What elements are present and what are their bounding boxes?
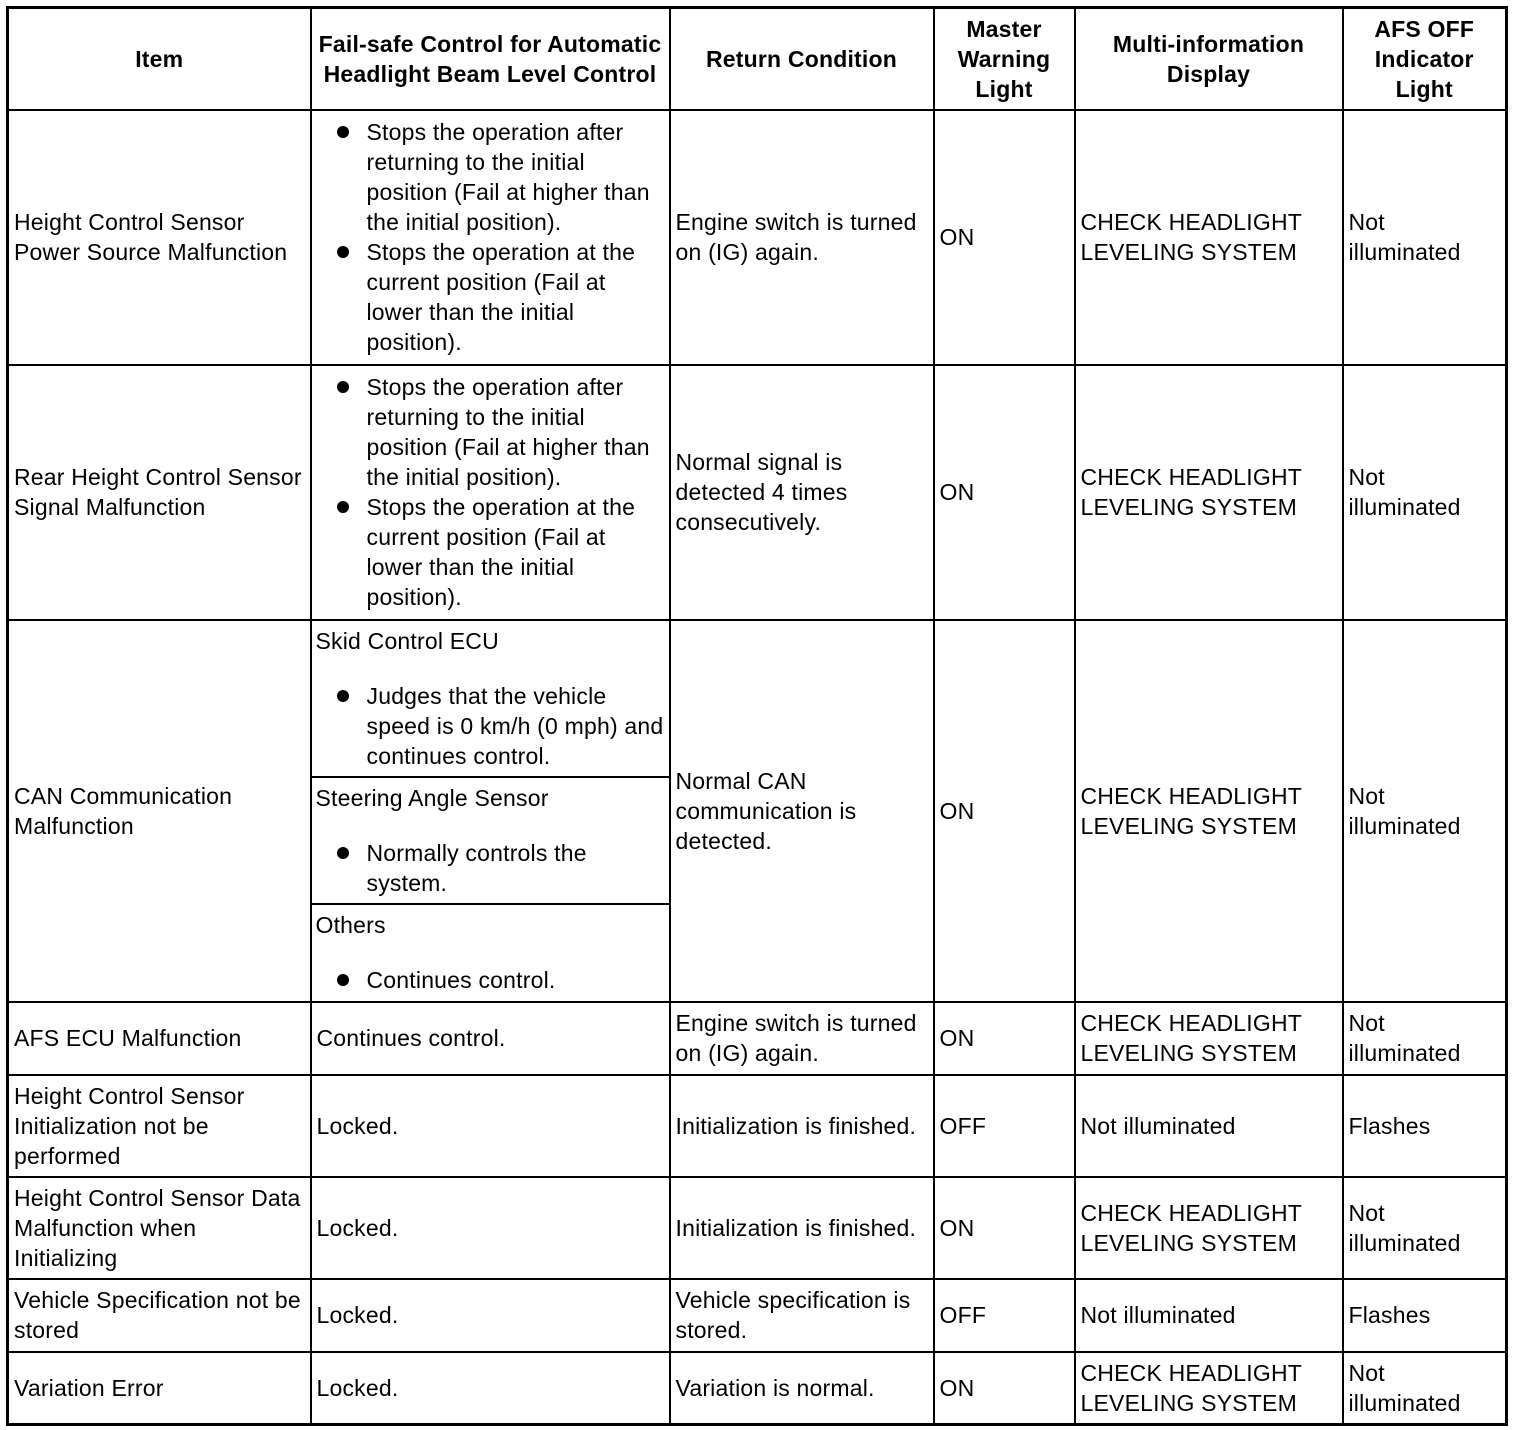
return-condition-cell: Initialization is finished. (670, 1177, 934, 1279)
failsafe-subcell (311, 904, 670, 1002)
item-cell: AFS ECU Malfunction (8, 1002, 311, 1075)
failsafe-table (6, 6, 1508, 1426)
table-row (8, 620, 1507, 777)
failsafe-bullet: Stops the operation at the current position (Fail at lower than the initial position). (316, 492, 665, 612)
failsafe-subtitle: Steering Angle Sensor (315, 784, 549, 811)
return-condition-cell: Normal CAN communication is detected. (670, 620, 934, 1002)
failsafe-bullet-list (316, 965, 665, 995)
master-warning-cell: OFF (934, 1075, 1075, 1177)
multi-info-display-cell: CHECK HEADLIGHT LEVELING SYSTEM (1075, 365, 1343, 620)
table-row (8, 110, 1507, 365)
item-cell: Height Control Sensor Initialization not be performed (8, 1075, 311, 1177)
master-warning-cell: ON (934, 1177, 1075, 1279)
header-row (8, 8, 1507, 110)
table-row (8, 1352, 1507, 1425)
return-condition-cell: Normal signal is detected 4 times consecutively. (670, 365, 934, 620)
failsafe-bullet-list (316, 838, 665, 898)
item-cell: Variation Error (8, 1352, 311, 1425)
return-condition-cell: Vehicle specification is stored. (670, 1279, 934, 1352)
afs-indicator-cell: Not illuminated (1343, 1352, 1507, 1425)
header-afs-off-indicator-light: AFS OFF Indicator Light (1343, 8, 1507, 110)
afs-indicator-cell: Not illuminated (1343, 1002, 1507, 1075)
multi-info-display-cell: Not illuminated (1075, 1279, 1343, 1352)
failsafe-cell: Locked. (311, 1279, 670, 1352)
header-master-warning-light: Master Warning Light (934, 8, 1075, 110)
master-warning-cell: ON (934, 620, 1075, 1002)
failsafe-cell: Locked. (311, 1352, 670, 1425)
header-multi-information-display: Multi-information Display (1075, 8, 1343, 110)
header-item: Item (8, 8, 311, 110)
failsafe-subtitle: Skid Control ECU (315, 627, 499, 654)
failsafe-subtitle: Others (315, 911, 386, 938)
afs-indicator-cell: Flashes (1343, 1279, 1507, 1352)
table-row (8, 1002, 1507, 1075)
table-row (8, 1177, 1507, 1279)
table-row (8, 365, 1507, 620)
failsafe-bullet: Stops the operation after returning to the initial position (Fail at higher than the initial position). (316, 372, 665, 492)
multi-info-display-cell: CHECK HEADLIGHT LEVELING SYSTEM (1075, 1352, 1343, 1425)
master-warning-cell: ON (934, 1002, 1075, 1075)
afs-indicator-cell: Not illuminated (1343, 365, 1507, 620)
failsafe-cell: Locked. (311, 1177, 670, 1279)
item-cell: Vehicle Specification not be stored (8, 1279, 311, 1352)
afs-indicator-cell: Flashes (1343, 1075, 1507, 1177)
multi-info-display-cell: Not illuminated (1075, 1075, 1343, 1177)
failsafe-bullet-list (316, 372, 665, 612)
failsafe-cell (311, 365, 670, 620)
afs-indicator-cell: Not illuminated (1343, 620, 1507, 1002)
multi-info-display-cell: CHECK HEADLIGHT LEVELING SYSTEM (1075, 620, 1343, 1002)
return-condition-cell: Initialization is finished. (670, 1075, 934, 1177)
failsafe-bullet-list (316, 117, 665, 357)
multi-info-display-cell: CHECK HEADLIGHT LEVELING SYSTEM (1075, 1002, 1343, 1075)
header-return-condition: Return Condition (670, 8, 934, 110)
return-condition-cell: Variation is normal. (670, 1352, 934, 1425)
table-row (8, 1279, 1507, 1352)
failsafe-subcell (311, 620, 670, 777)
afs-indicator-cell: Not illuminated (1343, 1177, 1507, 1279)
failsafe-bullet: Continues control. (316, 965, 665, 995)
afs-indicator-cell: Not illuminated (1343, 110, 1507, 365)
failsafe-cell: Continues control. (311, 1002, 670, 1075)
master-warning-cell: ON (934, 1352, 1075, 1425)
failsafe-cell (311, 110, 670, 365)
return-condition-cell: Engine switch is turned on (IG) again. (670, 110, 934, 365)
table-row (8, 1075, 1507, 1177)
master-warning-cell: ON (934, 110, 1075, 365)
multi-info-display-cell: CHECK HEADLIGHT LEVELING SYSTEM (1075, 110, 1343, 365)
item-cell: Rear Height Control Sensor Signal Malfunction (8, 365, 311, 620)
failsafe-bullet: Normally controls the system. (316, 838, 665, 898)
failsafe-subcell (311, 777, 670, 904)
failsafe-bullet: Stops the operation at the current position (Fail at lower than the initial position). (316, 237, 665, 357)
item-cell: CAN Communication Malfunction (8, 620, 311, 1002)
failsafe-cell: Locked. (311, 1075, 670, 1177)
master-warning-cell: ON (934, 365, 1075, 620)
failsafe-bullet: Stops the operation after returning to the initial position (Fail at higher than the initial position). (316, 117, 665, 237)
item-cell: Height Control Sensor Data Malfunction when Initializing (8, 1177, 311, 1279)
failsafe-bullet-list (316, 681, 665, 771)
item-cell: Height Control Sensor Power Source Malfunction (8, 110, 311, 365)
failsafe-bullet: Judges that the vehicle speed is 0 km/h (0 mph) and continues control. (316, 681, 665, 771)
return-condition-cell: Engine switch is turned on (IG) again. (670, 1002, 934, 1075)
header-failsafe-control: Fail-safe Control for Automatic Headlight Beam Level Control (311, 8, 670, 110)
multi-info-display-cell: CHECK HEADLIGHT LEVELING SYSTEM (1075, 1177, 1343, 1279)
master-warning-cell: OFF (934, 1279, 1075, 1352)
